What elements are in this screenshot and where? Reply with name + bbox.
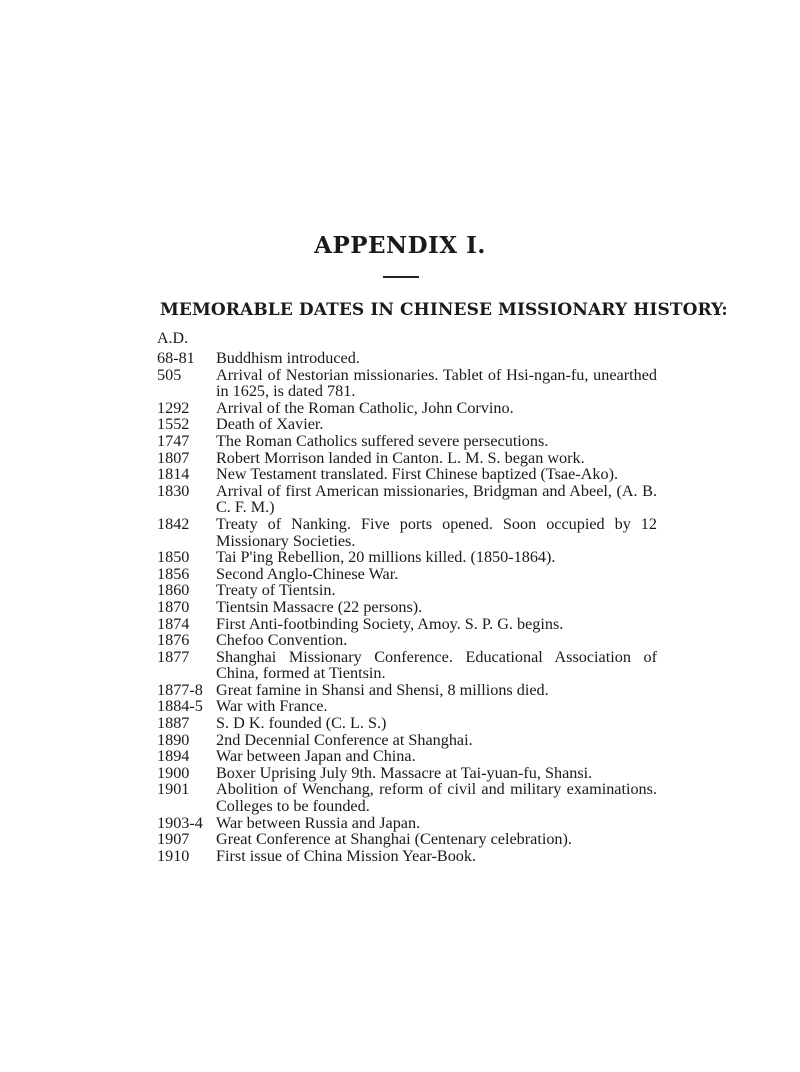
entry-year: 1901 <box>157 780 190 799</box>
timeline-list <box>157 350 657 864</box>
entry-event: Treaty of Tientsin. <box>216 581 336 600</box>
entry-event: Arrival of the Roman Catholic, John Corvino. <box>216 398 514 417</box>
page-title: APPENDIX I. <box>314 232 486 259</box>
timeline-entry <box>157 848 657 865</box>
entry-event: Shanghai Missionary Conference. Educational Association of China, formed at Tientsin. <box>216 647 657 683</box>
entry-year: 1877-8 <box>157 680 203 699</box>
entry-year: 1874 <box>157 614 190 633</box>
entry-year: 1907 <box>157 830 190 849</box>
entry-year: 1910 <box>157 846 190 865</box>
timeline-entry <box>157 416 657 433</box>
entry-year: 1856 <box>157 564 190 583</box>
timeline-entry <box>157 466 657 483</box>
entry-event: New Testament translated. First Chinese baptized (Tsae-Ako). <box>216 465 619 484</box>
entry-year: 1552 <box>157 415 190 434</box>
timeline-entry <box>157 516 657 549</box>
entry-year: 1900 <box>157 763 190 782</box>
timeline-entry <box>157 549 657 566</box>
timeline-entry <box>157 781 657 814</box>
entry-year: 1877 <box>157 647 190 666</box>
timeline-entry <box>157 715 657 732</box>
timeline-entry <box>157 765 657 782</box>
entry-year: 1890 <box>157 730 190 749</box>
entry-year: 1807 <box>157 448 190 467</box>
timeline-entry <box>157 616 657 633</box>
title-rule <box>383 276 419 278</box>
entry-event: Great Conference at Shanghai (Centenary celebration). <box>216 830 572 849</box>
entry-event: Abolition of Wenchang, reform of civil and military examinations. Colleges to be founded. <box>216 780 657 816</box>
entry-event: Death of Xavier. <box>216 415 324 434</box>
entry-year: 505 <box>157 365 182 384</box>
entry-event: War with France. <box>216 697 328 716</box>
era-label: A.D. <box>157 330 189 347</box>
timeline-entry <box>157 748 657 765</box>
entry-year: 1887 <box>157 714 190 733</box>
entry-event: War between Japan and China. <box>216 747 416 766</box>
entry-event: 2nd Decennial Conference at Shanghai. <box>216 730 473 749</box>
entry-event: Arrival of first American missionaries, Bridgman and Abeel, (A. B. C. F. M.) <box>216 481 657 517</box>
entry-year: 1747 <box>157 431 190 450</box>
entry-event: Tai P'ing Rebellion, 20 millions killed. (1850-1864). <box>216 548 556 567</box>
entry-year: 1876 <box>157 631 190 650</box>
entry-year: 1292 <box>157 398 190 417</box>
timeline-entry <box>157 649 657 682</box>
entry-event: Treaty of Nanking. Five ports opened. Soon occupied by 12 Missionary Societies. <box>216 514 657 550</box>
entry-year: 1903-4 <box>157 813 203 832</box>
entry-event: Robert Morrison landed in Canton. L. M. S. began work. <box>216 448 585 467</box>
entry-event: Great famine in Shansi and Shensi, 8 millions died. <box>216 680 549 699</box>
entry-event: Buddhism introduced. <box>216 349 360 367</box>
section-heading: MEMORABLE DATES IN CHINESE MISSIONARY HISTORY: <box>160 300 728 320</box>
entry-event: S. D K. founded (C. L. S.) <box>216 714 387 733</box>
entry-year: 1814 <box>157 465 190 484</box>
timeline-entry <box>157 350 657 367</box>
entry-year: 1850 <box>157 548 190 567</box>
timeline-entry <box>157 732 657 749</box>
timeline-entry <box>157 566 657 583</box>
entry-event: Chefoo Convention. <box>216 631 348 650</box>
entry-year: 1894 <box>157 747 190 766</box>
entry-event: Tientsin Massacre (22 persons). <box>216 597 423 616</box>
entry-year: 1884-5 <box>157 697 203 716</box>
entry-event: The Roman Catholics suffered severe persecutions. <box>216 431 549 450</box>
entry-year: 68-81 <box>157 349 195 367</box>
timeline-entry <box>157 367 657 400</box>
entry-event: Boxer Uprising July 9th. Massacre at Tai-yuan-fu, Shansi. <box>216 763 593 782</box>
timeline-entry <box>157 582 657 599</box>
timeline-entry <box>157 483 657 516</box>
entry-event: War between Russia and Japan. <box>216 813 421 832</box>
entry-event: Arrival of Nestorian missionaries. Tablet of Hsi-ngan-fu, unearthed in 1625, is dated 781. <box>216 365 657 401</box>
entry-event: Second Anglo-Chinese War. <box>216 564 399 583</box>
timeline-entry <box>157 632 657 649</box>
entry-event: First issue of China Mission Year-Book. <box>216 846 477 865</box>
timeline-entry <box>157 831 657 848</box>
timeline-entry <box>157 815 657 832</box>
entry-year: 1830 <box>157 481 190 500</box>
timeline-entry <box>157 400 657 417</box>
timeline-entry <box>157 698 657 715</box>
timeline-entry <box>157 682 657 699</box>
timeline-entry <box>157 433 657 450</box>
entry-year: 1860 <box>157 581 190 600</box>
entry-year: 1842 <box>157 514 190 533</box>
entry-event: First Anti-footbinding Society, Amoy. S. P. G. begins. <box>216 614 564 633</box>
timeline-entry <box>157 599 657 616</box>
entry-year: 1870 <box>157 597 190 616</box>
timeline-entry <box>157 450 657 467</box>
